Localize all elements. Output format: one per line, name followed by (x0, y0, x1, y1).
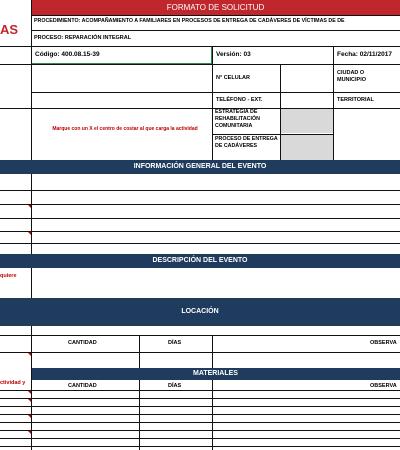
activity-instruction (40, 126, 210, 133)
estrategia-checkbox[interactable] (281, 109, 333, 133)
proceso-label: PROCESO: REPARACIÓN INTEGRAL (34, 35, 132, 41)
proceso-entrega-label (215, 136, 279, 150)
section-materiales (31, 368, 400, 380)
procedimiento-label: PROCEDIMIENTO: ACOMPAÑAMIENTO A FAMILIARES EN PROCESOS DE ENTREGA DE CADÁVERES DE VÍCTIMAS DE DE (34, 18, 345, 24)
materiales-col-observa: OBSERVA (370, 383, 397, 389)
section-locacion-title: LOCACIÓN (181, 308, 219, 315)
section-descripcion (0, 254, 400, 268)
section-locacion (0, 298, 400, 326)
materiales-col-cantidad: CANTIDAD (68, 383, 97, 389)
section-materiales-title: MATERIALES (193, 370, 238, 377)
logo-text: AS (0, 22, 19, 37)
ciudad-label (337, 70, 392, 84)
form-title-bar (31, 0, 400, 15)
activity-instruction-text: Marque con un X el centro de costar al que carga la actividad (52, 126, 198, 132)
ciudad-label-text: CIUDAD O MUNICIPIO (337, 70, 367, 83)
version-label: Versión: 03 (216, 51, 251, 58)
fecha-label: Fecha: 02/11/2017 (337, 51, 392, 58)
territorial-label: TERRITORIAL (337, 97, 374, 103)
locacion-col-observa: OBSERVA (370, 340, 397, 346)
locacion-col-dias: DÍAS (168, 340, 182, 346)
section-info-general-title: INFORMACIÓN GENERAL DEL EVENTO (133, 163, 267, 170)
form-title: FORMATO DE SOLICITUD (166, 3, 265, 12)
codigo-label: Código: 400.08.15-39 (35, 51, 100, 58)
estrategia-label (215, 109, 279, 130)
telefono-label: TELÉFONO - EXT. (216, 97, 263, 103)
materiales-col-dias: DÍAS (168, 383, 182, 389)
left-note-requiere: quiere (0, 273, 17, 279)
logo (0, 0, 31, 60)
left-note-actividad: ctividad y (0, 380, 26, 386)
section-info-general (0, 160, 400, 174)
locacion-col-cantidad: CANTIDAD (68, 340, 97, 346)
section-descripcion-title: DESCRIPCIÓN DEL EVENTO (152, 257, 248, 264)
proceso-entrega-checkbox[interactable] (281, 135, 333, 160)
estrategia-label-text: ESTRATEGIA DE REHABILITACIÓN COMUNITARIA (215, 109, 260, 129)
celular-label: N° CELULAR (216, 75, 250, 81)
proceso-entrega-label-text: PROCESO DE ENTREGA DE CADÁVERES (215, 136, 278, 149)
